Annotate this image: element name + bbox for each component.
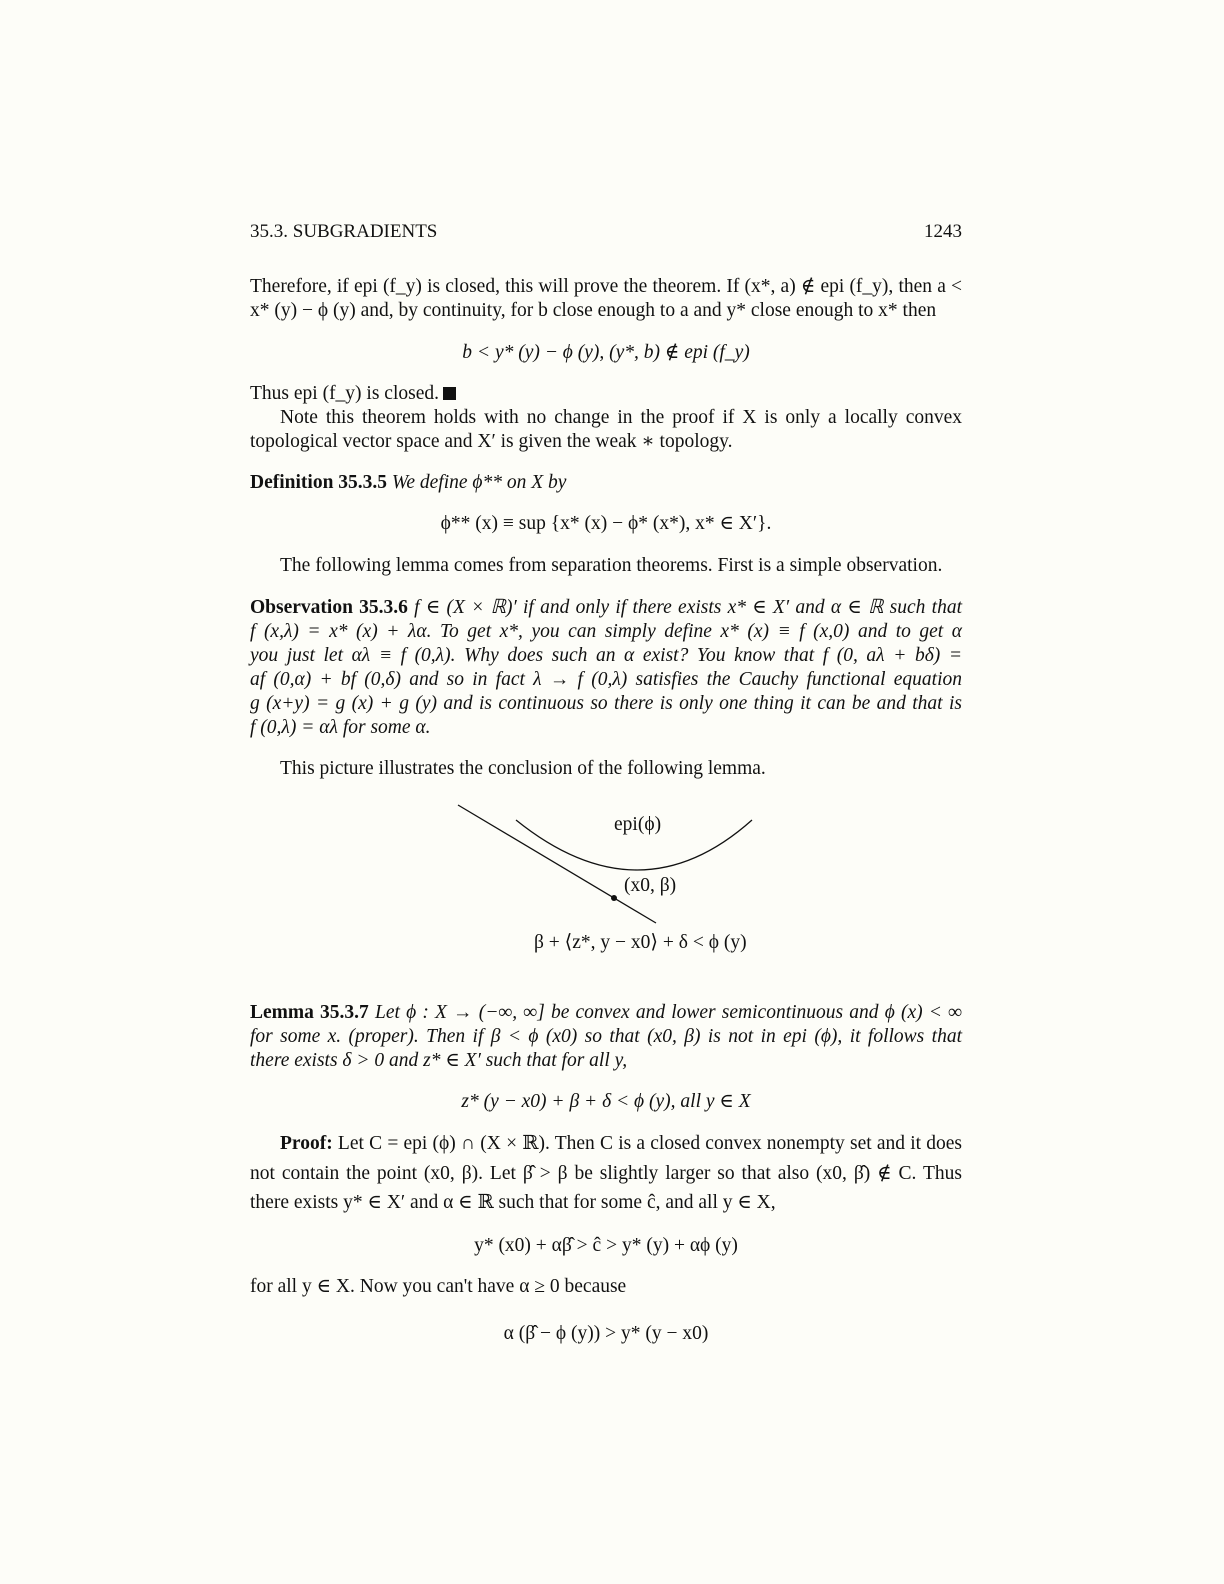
proof-line-4: for all y ∈ X. Now you can't have α ≥ 0 because [250,1276,627,1297]
point-x0-beta [611,895,617,901]
proof-line-1 [250,1132,962,1156]
inequality-label: β + ⟨z*, y − x0⟩ + δ < ϕ (y) [534,932,747,953]
closed-statement: Thus epi (f_y) is closed. [250,383,440,404]
section-title: 35.3. SUBGRADIENTS [250,221,438,242]
observation-line-6: f (0,λ) = αλ for some α. [250,717,431,738]
point-label: (x0, β) [624,875,677,896]
paragraph-5: This picture illustrates the conclusion of the following lemma. [280,758,766,779]
lemma-line-1 [250,1001,962,1025]
epi-label: epi(ϕ) [614,814,662,835]
proof-line-2: not contain the point (x0, β). Let β̂ > β be slightly larger so that also (x0, β̂) ∉ C. Thus [250,1163,962,1184]
paragraph-1-line-1: Therefore, if epi (f_y) is closed, this will prove the theorem. If (x*, a) ∉ epi (f_y), then a < [250,276,962,297]
lemma-label: Lemma 35.3.7 [250,1002,369,1023]
definition-equation: ϕ** (x) ≡ sup {x* (x) − ϕ* (x*), x* ∈ X′}. [440,513,772,534]
lemma-line-3: there exists δ > 0 and z* ∈ X′ such that for all y, [250,1050,628,1071]
paragraph-3-line-1: Note this theorem holds with no change in the proof if X is only a locally convex [280,407,962,428]
proof-label: Proof: [280,1133,333,1154]
observation-text: f ∈ (X × ℝ)′ if and only if there exists x* ∈ X′ and α ∈ ℝ such that [414,597,963,618]
equation-1: b < y* (y) − ϕ (y), (y*, b) ∉ epi (f_y) [462,342,750,363]
lemma-text: Let ϕ : X → (−∞, ∞] be convex and lower semicontinuous and ϕ (x) < ∞ [374,1002,962,1023]
observation-line-5: g (x+y) = g (x) + g (y) and is continuous so there is only one thing it can be and that is [250,693,962,714]
proof-equation-1: y* (x0) + αβ̂ > ĉ > y* (y) + αϕ (y) [474,1235,738,1256]
proof-line-3: there exists y* ∈ X′ and α ∈ ℝ such that for some ĉ, and all y ∈ X, [250,1192,776,1213]
page-number: 1243 [924,221,962,242]
observation-line-4: af (0,α) + bf (0,δ) and so in fact λ → f (0,λ) satisfies the Cauchy functional equation [250,669,962,690]
proof-equation-2: α (β̂ − ϕ (y)) > y* (y − x0) [503,1323,709,1344]
definition-text: We define ϕ** on X by [391,472,567,493]
paragraph-3-line-2: topological vector space and X′ is given the weak ∗ topology. [250,431,733,452]
observation-line-3: you just let αλ ≡ f (0,λ). Why does such an α exist? You know that f (0, aλ + bδ) = [250,645,962,666]
paragraph-4: The following lemma comes from separation theorems. First is a simple observation. [280,555,943,576]
observation-label: Observation 35.3.6 [250,597,408,618]
lemma-line-2: for some x. (proper). Then if β < ϕ (x0) so that (x0, β) is not in epi (ϕ), it follows that [250,1026,962,1047]
lemma-equation: z* (y − x0) + β + δ < ϕ (y), all y ∈ X [461,1091,751,1112]
definition-label: Definition 35.3.5 [250,472,388,493]
observation-line-2: f (x,λ) = x* (x) + λα. To get x*, you can simply define x* (x) ≡ f (x,0) and to get α [250,621,962,642]
paragraph-1-line-2: x* (y) − ϕ (y) and, by continuity, for b close enough to a and y* close enough to x* then [250,300,937,321]
proof-text: Let C = epi (ϕ) ∩ (X × ℝ). Then C is a closed convex nonempty set and it does [337,1133,963,1154]
